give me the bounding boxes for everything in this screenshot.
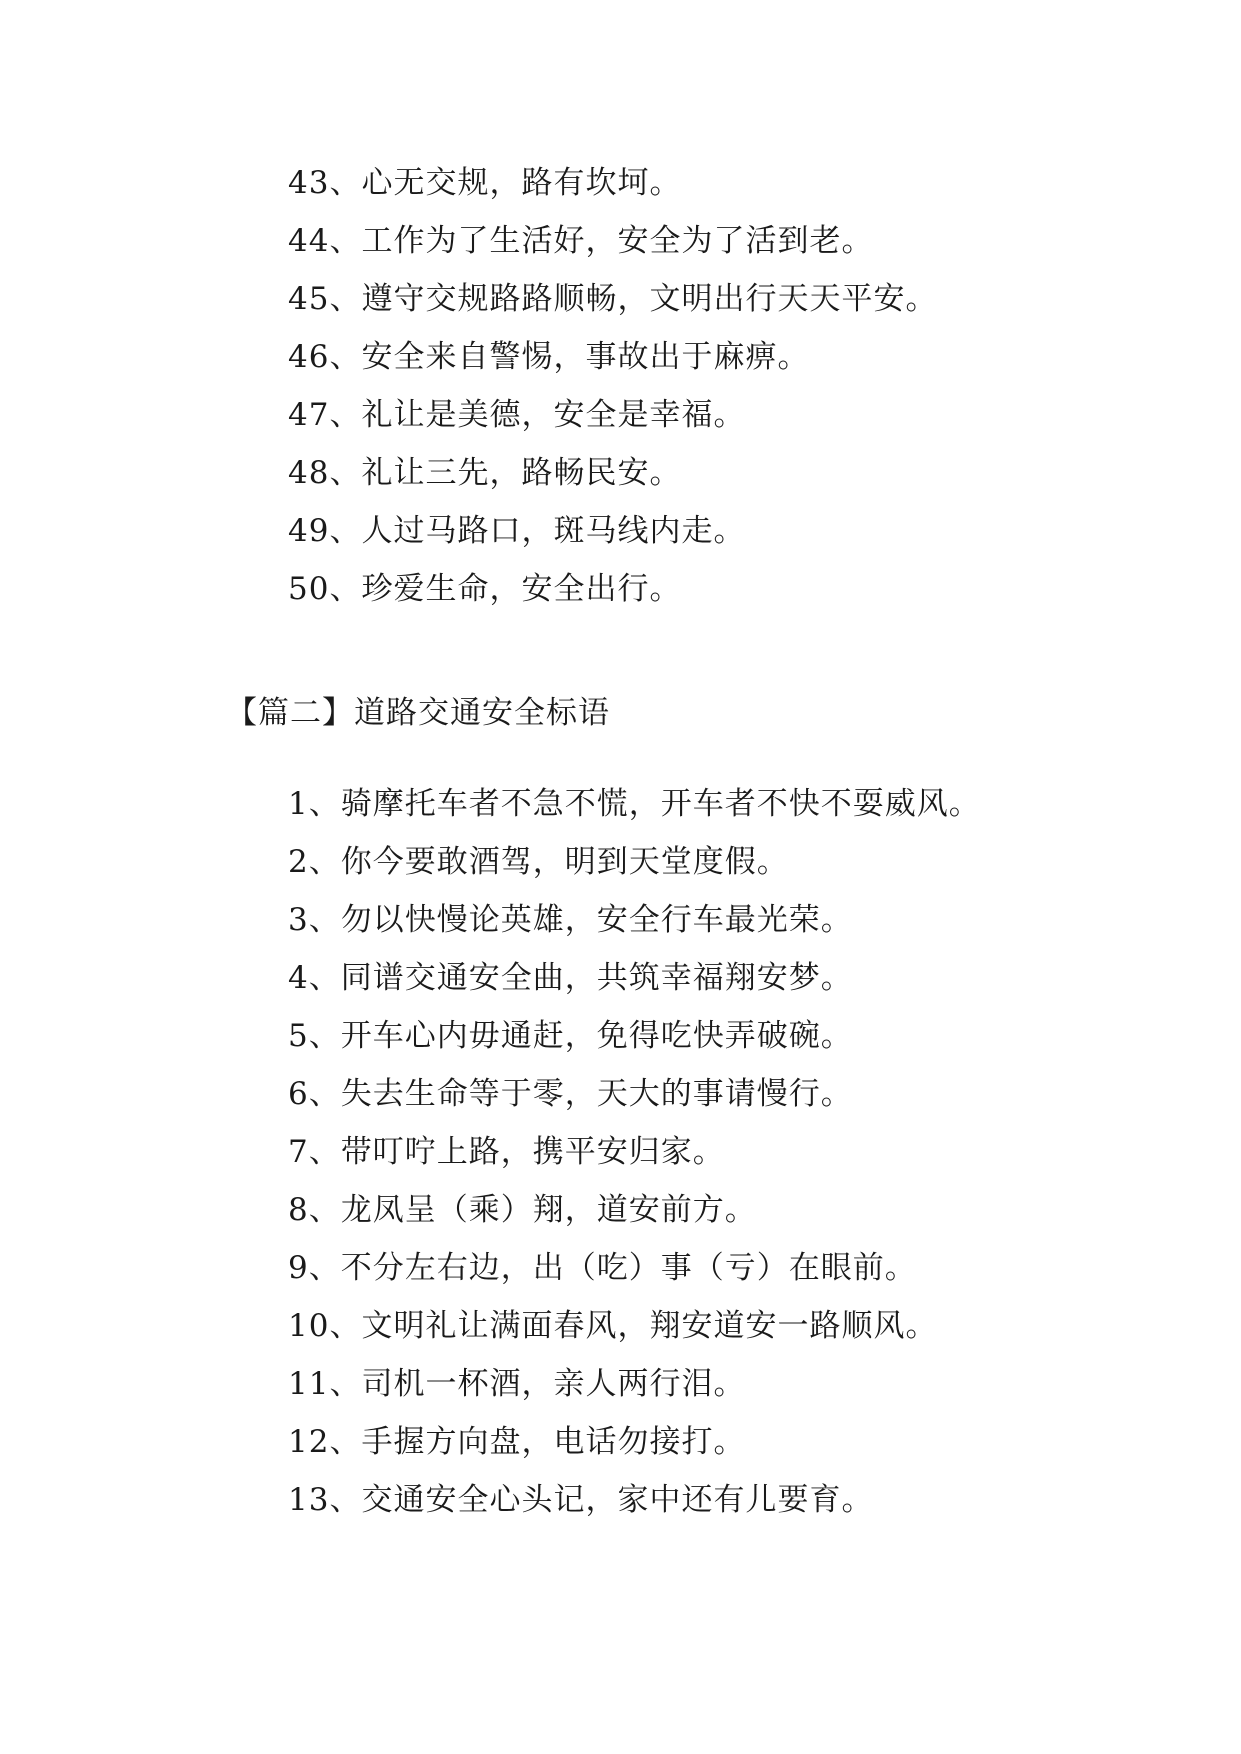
list-item: 50、珍爱生命，安全出行。 (288, 571, 682, 607)
list-item: 2、你今要敢酒驾，明到天堂度假。 (288, 844, 789, 880)
list-item: 4、同谱交通安全曲，共筑幸福翔安梦。 (288, 960, 853, 996)
list-item: 48、礼让三先，路畅民安。 (288, 455, 682, 491)
slogan-list-section-two (288, 785, 981, 1539)
list-item: 44、工作为了生活好，安全为了活到老。 (288, 223, 874, 259)
list-item: 11、司机一杯酒，亲人两行泪。 (288, 1366, 746, 1402)
list-item: 10、文明礼让满面春风，翔安道安一路顺风。 (288, 1308, 938, 1344)
section-heading: 【篇二】道路交通安全标语 (226, 695, 610, 731)
list-item: 49、人过马路口，斑马线内走。 (288, 513, 746, 549)
list-item: 43、心无交规，路有坎坷。 (288, 165, 682, 201)
slogan-list-continued (288, 164, 937, 628)
list-item: 1、骑摩托车者不急不慌，开车者不快不耍威风。 (288, 786, 981, 822)
list-item: 3、勿以快慢论英雄，安全行车最光荣。 (288, 902, 853, 938)
list-item: 7、带叮咛上路，携平安归家。 (288, 1134, 725, 1170)
list-item: 13、交通安全心头记，家中还有儿要育。 (288, 1482, 874, 1518)
list-item: 47、礼让是美德，安全是幸福。 (288, 397, 746, 433)
list-item: 6、失去生命等于零，天大的事请慢行。 (288, 1076, 853, 1112)
list-item: 46、安全来自警惕，事故出于麻痹。 (288, 339, 810, 375)
list-item: 9、不分左右边，出（吃）事（亏）在眼前。 (288, 1250, 917, 1286)
list-item: 8、龙凤呈（乘）翔，道安前方。 (288, 1192, 757, 1228)
list-item: 5、开车心内毋通赶，免得吃快弄破碗。 (288, 1018, 853, 1054)
list-item: 45、遵守交规路路顺畅，文明出行天天平安。 (288, 281, 938, 317)
list-item: 12、手握方向盘，电话勿接打。 (288, 1424, 746, 1460)
